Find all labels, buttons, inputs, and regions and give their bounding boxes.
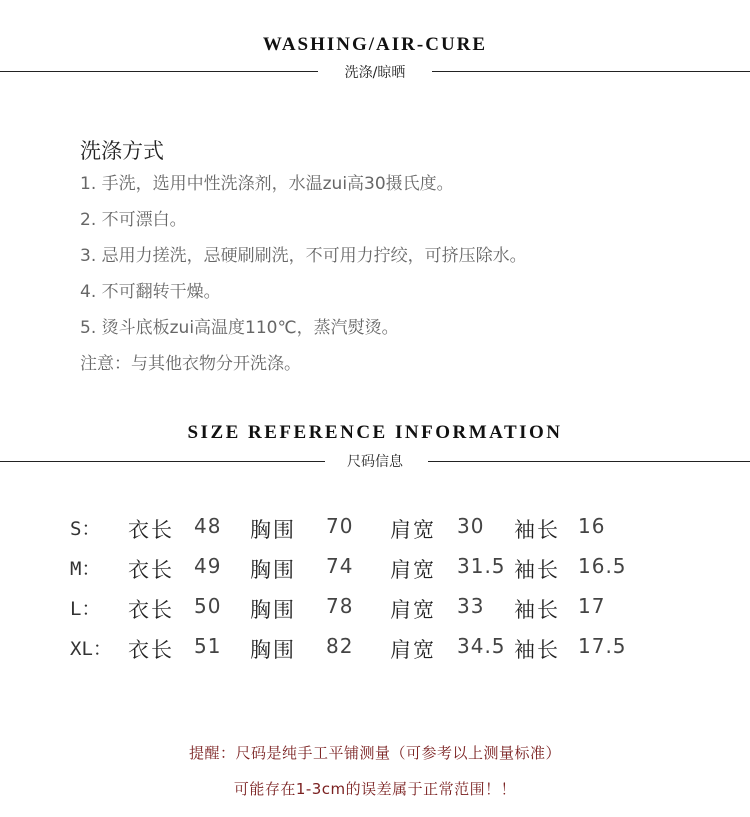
chest-value: 70 bbox=[326, 514, 354, 538]
sleeve-label: 袖长 bbox=[514, 598, 560, 622]
shoulder-value: 33 bbox=[457, 594, 485, 618]
size-row-m bbox=[70, 550, 690, 590]
chest-label: 胸围 bbox=[250, 558, 296, 582]
size-code: XL： bbox=[70, 638, 112, 660]
length-value: 49 bbox=[194, 554, 222, 578]
sleeve-value: 16 bbox=[578, 514, 606, 538]
washing-instruction: 5. 烫斗底板zui高温度110℃，蒸汽熨烫。 bbox=[80, 318, 399, 338]
washing-instruction: 1. 手洗，选用中性洗涤剂，水温zui高30摄氏度。 bbox=[80, 174, 454, 194]
washing-instruction: 4. 不可翻转干燥。 bbox=[80, 282, 221, 302]
sleeve-value: 17.5 bbox=[578, 634, 627, 658]
chest-value: 82 bbox=[326, 634, 354, 658]
size-rule-right bbox=[428, 461, 750, 462]
shoulder-value: 34.5 bbox=[457, 634, 506, 658]
size-row-xl bbox=[70, 630, 690, 670]
shoulder-label: 肩宽 bbox=[390, 558, 436, 582]
sleeve-value: 16.5 bbox=[578, 554, 627, 578]
size-section-title: SIZE REFERENCE INFORMATION bbox=[187, 422, 563, 443]
sleeve-value: 17 bbox=[578, 594, 606, 618]
sleeve-label: 袖长 bbox=[514, 518, 560, 542]
size-table bbox=[70, 510, 690, 670]
length-value: 48 bbox=[194, 514, 222, 538]
washing-section-title: WASHING/AIR-CURE bbox=[262, 34, 488, 55]
washing-instructions-list bbox=[80, 170, 527, 386]
chest-label: 胸围 bbox=[250, 598, 296, 622]
size-code: M： bbox=[70, 558, 101, 580]
length-value: 50 bbox=[194, 594, 222, 618]
chest-label: 胸围 bbox=[250, 518, 296, 542]
length-label: 衣长 bbox=[128, 598, 174, 622]
washing-instruction: 2. 不可漂白。 bbox=[80, 210, 187, 230]
sleeve-label: 袖长 bbox=[514, 558, 560, 582]
washing-caution-note: 注意：与其他衣物分开洗涤。 bbox=[80, 354, 301, 374]
washing-instruction: 3. 忌用力搓洗，忌硬刷刷洗，不可用力拧绞，可挤压除水。 bbox=[80, 246, 527, 266]
shoulder-label: 肩宽 bbox=[390, 638, 436, 662]
shoulder-value: 30 bbox=[457, 514, 485, 538]
chest-value: 74 bbox=[326, 554, 354, 578]
length-label: 衣长 bbox=[128, 638, 174, 662]
size-section-subtitle: 尺码信息 bbox=[347, 454, 403, 470]
washing-section-subtitle: 洗涤/晾晒 bbox=[344, 65, 406, 81]
washing-rule-right bbox=[432, 71, 750, 72]
size-row-s bbox=[70, 510, 690, 550]
length-label: 衣长 bbox=[128, 518, 174, 542]
washing-method-heading: 洗涤方式 bbox=[80, 139, 164, 163]
tolerance-note: 可能存在1-3cm的误差属于正常范围！！ bbox=[233, 780, 517, 798]
length-label: 衣长 bbox=[128, 558, 174, 582]
chest-label: 胸围 bbox=[250, 638, 296, 662]
shoulder-value: 31.5 bbox=[457, 554, 506, 578]
shoulder-label: 肩宽 bbox=[390, 598, 436, 622]
measurement-note: 提醒：尺码是纯手工平铺测量（可参考以上测量标准） bbox=[188, 744, 561, 762]
sleeve-label: 袖长 bbox=[514, 638, 560, 662]
shoulder-label: 肩宽 bbox=[390, 518, 436, 542]
size-code: L： bbox=[70, 598, 101, 620]
size-row-l bbox=[70, 590, 690, 630]
length-value: 51 bbox=[194, 634, 222, 658]
chest-value: 78 bbox=[326, 594, 354, 618]
size-code: S： bbox=[70, 518, 101, 540]
